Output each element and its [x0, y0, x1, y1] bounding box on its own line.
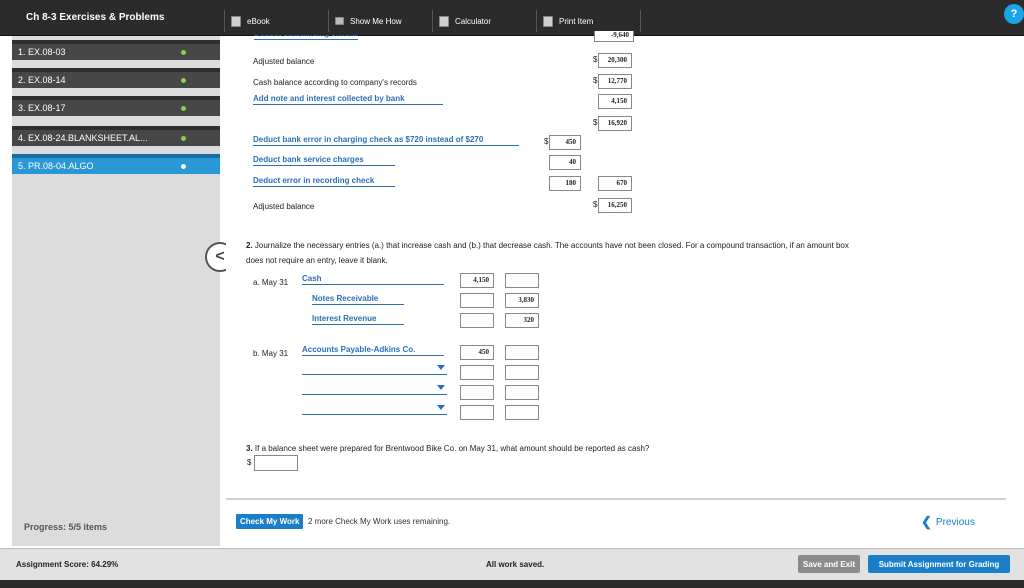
- current-dot-icon: [181, 164, 186, 169]
- entry-a-credit2-account[interactable]: Interest Revenue: [312, 314, 404, 325]
- cash-balance-company-label: Cash balance according to company's records: [253, 78, 417, 87]
- entry-a-credit1-account[interactable]: Notes Receivable: [312, 294, 404, 305]
- entry-b-credit-input[interactable]: [505, 405, 539, 420]
- account-select-dropdown[interactable]: [302, 403, 447, 415]
- entry-b-credit-input[interactable]: [505, 385, 539, 400]
- sidebar-item-label: 2. EX.08-14: [18, 75, 66, 85]
- assignment-sidebar: [12, 36, 220, 546]
- entry-b-date: b. May 31: [253, 349, 289, 358]
- show-me-how-button[interactable]: [328, 10, 432, 32]
- check-uses-remaining: 2 more Check My Work uses remaining.: [308, 517, 451, 526]
- progress-text: Progress: 5/5 items: [24, 522, 108, 532]
- sidebar-item-label: 3. EX.08-17: [18, 103, 66, 113]
- dollar-sign: $: [544, 137, 549, 146]
- complete-dot-icon: [181, 78, 186, 83]
- sidebar-item-ex-08-24[interactable]: [12, 126, 220, 146]
- dollar-sign: $: [593, 55, 598, 64]
- entry-a-debit-input[interactable]: 4,150: [460, 273, 494, 288]
- entry-a-date: a. May 31: [253, 278, 289, 287]
- chevron-left-icon: ❮: [921, 514, 932, 529]
- adjusted-balance-label: Adjusted balance: [253, 57, 315, 66]
- adjusted-balance-label: Adjusted balance: [253, 202, 315, 211]
- problem-content: [226, 31, 1006, 546]
- previous-button[interactable]: [921, 514, 975, 530]
- entry-a-debit-input[interactable]: [460, 293, 494, 308]
- dollar-sign: $: [593, 200, 598, 209]
- chevron-down-icon: [437, 385, 445, 390]
- dollar-sign: $: [593, 76, 598, 85]
- calculator-label: Calculator: [455, 16, 492, 26]
- print-icon: [543, 16, 553, 27]
- add-note-interest-value: 4,150: [598, 94, 632, 109]
- adjusted-balance-bank-value: 20,300: [598, 53, 632, 68]
- print-item-button[interactable]: [536, 10, 640, 32]
- entry-a-credit-input[interactable]: 3,830: [505, 293, 539, 308]
- entry-b-debit-input[interactable]: [460, 385, 494, 400]
- entry-b-debit-input[interactable]: [460, 405, 494, 420]
- chapter-title: Ch 8-3 Exercises & Problems: [26, 12, 165, 23]
- chevron-down-icon: [437, 405, 445, 410]
- question-3-body: If a balance sheet were prepared for Brentwood Bike Co. on May 31, what amount should be reported as cash?: [252, 444, 650, 453]
- help-icon[interactable]: ?: [1004, 4, 1024, 24]
- sidebar-item-ex-08-03[interactable]: [12, 40, 220, 60]
- show-me-how-label: Show Me How: [350, 16, 402, 26]
- top-toolbar: [0, 0, 1024, 36]
- complete-dot-icon: [181, 106, 186, 111]
- outstanding-checks-value: -9,640: [594, 31, 634, 42]
- dollar-sign: $: [247, 458, 252, 467]
- sidebar-item-ex-08-14[interactable]: [12, 68, 220, 88]
- entry-a-credit-input[interactable]: [505, 273, 539, 288]
- total-deductions-value: 670: [598, 176, 632, 191]
- chevron-left-icon: <: [215, 248, 225, 265]
- sidebar-item-pr-08-04[interactable]: [12, 154, 220, 174]
- deduct-error-recording-value: 180: [549, 176, 581, 191]
- question-2-line1: Journalize the necessary entries (a.) that increase cash and (b.) that decrease cash. The accounts have not been closed. For a compound transaction, if an amount box: [252, 241, 849, 250]
- cash-balance-company-value: 12,770: [598, 74, 632, 89]
- sidebar-item-label: 5. PR.08-04.ALGO: [18, 161, 94, 171]
- entry-b-credit-input[interactable]: [505, 345, 539, 360]
- sidebar-item-label: 1. EX.08-03: [18, 47, 66, 57]
- adjusted-balance-company-value: 16,250: [598, 198, 632, 213]
- previous-label: Previous: [935, 516, 975, 528]
- dollar-sign: $: [593, 118, 598, 127]
- chevron-down-icon: [437, 365, 445, 370]
- sidebar-item-ex-08-17[interactable]: [12, 96, 220, 116]
- save-status: All work saved.: [486, 560, 545, 569]
- question-3-number: 3.: [246, 444, 253, 453]
- question-2-number: 2.: [246, 241, 253, 250]
- submit-assignment-button[interactable]: Submit Assignment for Grading: [868, 555, 1010, 573]
- question-2-text: [246, 238, 996, 268]
- ebook-label: eBook: [247, 16, 270, 26]
- entry-b-credit-input[interactable]: [505, 365, 539, 380]
- account-select-dropdown[interactable]: [302, 383, 447, 395]
- entry-b-debit-account[interactable]: Accounts Payable-Adkins Co.: [302, 345, 444, 356]
- check-my-work-button[interactable]: Check My Work: [236, 514, 303, 529]
- entry-a-debit-account[interactable]: Cash: [302, 274, 444, 285]
- entry-b-debit-input[interactable]: 450: [460, 345, 494, 360]
- ebook-button[interactable]: [224, 10, 328, 32]
- deduct-bank-error-value: 450: [549, 135, 581, 150]
- deduct-bank-error-label: Deduct bank error in charging check as $720 instead of $270: [253, 135, 519, 146]
- complete-dot-icon: [181, 50, 186, 55]
- complete-dot-icon: [181, 136, 186, 141]
- book-icon: [231, 16, 241, 27]
- content-divider: [226, 498, 1006, 500]
- save-and-exit-button[interactable]: Save and Exit: [798, 555, 860, 573]
- deduct-service-charges-label: Deduct bank service charges: [253, 155, 395, 166]
- video-icon: [335, 17, 344, 25]
- cash-amount-input[interactable]: [254, 455, 298, 471]
- toolbar-spacer: [640, 10, 1012, 32]
- bottom-status-bar: [0, 548, 1024, 580]
- calculator-button[interactable]: [432, 10, 536, 32]
- calculator-icon: [439, 16, 449, 27]
- entry-a-credit-input[interactable]: 320: [505, 313, 539, 328]
- account-select-dropdown[interactable]: [302, 363, 447, 375]
- entry-b-debit-input[interactable]: [460, 365, 494, 380]
- print-item-label: Print Item: [559, 16, 594, 26]
- sidebar-item-label: 4. EX.08-24.BLANKSHEET.AL...: [18, 133, 148, 143]
- entry-a-debit-input[interactable]: [460, 313, 494, 328]
- window-bottom-edge: [0, 580, 1024, 588]
- question-3-text: [246, 441, 996, 456]
- add-note-interest-label: Add note and interest collected by bank: [253, 94, 443, 105]
- deduct-error-recording-label: Deduct error in recording check: [253, 176, 395, 187]
- question-2-line2: does not require an entry, leave it blank.: [246, 256, 388, 265]
- deduct-service-charges-value: 40: [549, 155, 581, 170]
- assignment-score: Assignment Score: 64.29%: [16, 560, 119, 569]
- subtotal-value: 16,920: [598, 116, 632, 131]
